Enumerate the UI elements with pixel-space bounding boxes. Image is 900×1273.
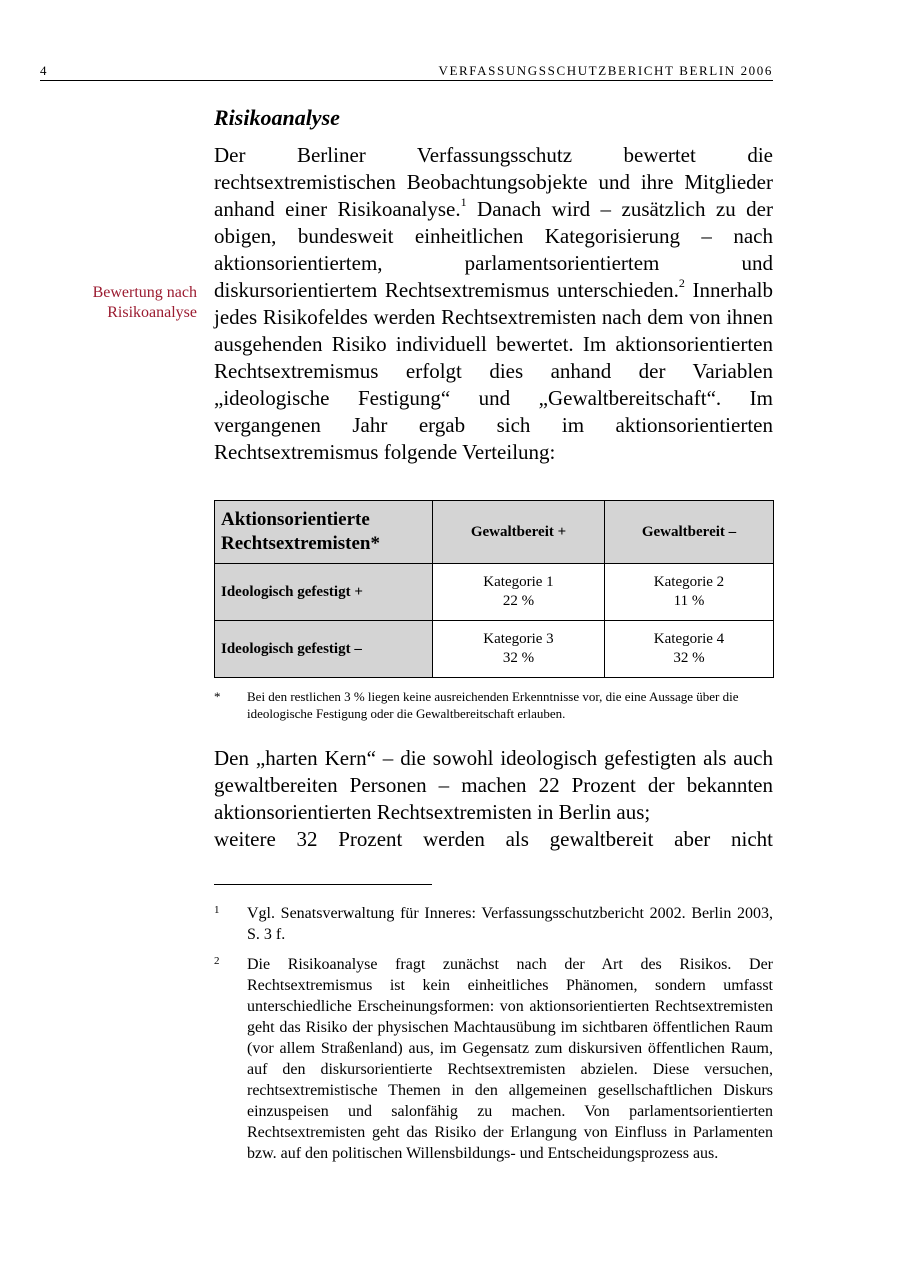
margin-note — [40, 283, 197, 323]
main-content — [214, 100, 773, 853]
footnote-text: Die Risikoanalyse fragt zunächst nach der Art des Risikos. Der Rechtsextremismus ist kein einheitliches Phänomen, sondern umfasst unterschiedliche Erscheinungsformen: von aktionsorientierten Rechtsextremisten geht das Risiko der physischen Machtausübung im sichtbaren öffentlichen Raum (vor allem Straßenland) aus, im Gegensatz zum diskursiven öffentlichen Raum, auf den diskursorientierte Rechtsextremisten abzielen. Diese versuchen, rechtsextremistische Themen in den allgemeinen gesellschaftlichen Diskurs einzuspeisen und salonfähig zu machen. Von parlamentsorientierten Rechtsextremisten geht das Risiko der Erlangung von Einfluss in Parlamenten bzw. auf den politischen Willensbildungs- und Entscheidungsprozess aus. — [247, 956, 773, 1162]
footnote-text: Vgl. Senatsverwaltung für Inneres: Verfassungsschutzbericht 2002. Berlin 2003, S. 3 f. — [247, 905, 773, 943]
footnote — [214, 954, 773, 1164]
footnote-ref[interactable]: 2 — [678, 276, 685, 290]
paragraph-text: Innerhalb jedes Risikofeldes werden Rechtsextremisten nach dem von ihnen ausgehenden Risiko individuell bewertet. Im aktionsorientierten Rechtsextremismus erfolgt dies anhand der Variablen „ideologische Festigung“ und „Gewaltbereitschaft“. Im vergangenen Jahr ergab sich im aktionsorientierten Rechtsextremismus folgende Verteilung: — [214, 278, 773, 464]
table-note-mark: * — [214, 689, 221, 704]
footnote-number: 2 — [214, 955, 220, 967]
category-name: Kategorie 3 — [483, 631, 554, 647]
paragraph-last-line: weitere 32 Prozent werden als gewaltbereit aber nicht — [214, 827, 773, 851]
paragraph-text: Den „harten Kern“ – die sowohl ideologisch gefestigten als auch gewaltbereiten Personen – machen 22 Prozent der bekannten aktionsorientierten Rechtsextremisten in Berlin aus; — [214, 746, 773, 824]
category-value: 11 % — [673, 593, 705, 609]
table-row-header: Ideologisch gefestigt – — [215, 621, 433, 678]
table-header-row — [215, 501, 774, 564]
table-row — [215, 621, 774, 678]
footnotes — [214, 903, 773, 1173]
paragraph-hard-core — [214, 745, 773, 853]
table-corner-line: Rechtsextremisten* — [221, 533, 380, 554]
paragraph-intro — [214, 142, 773, 466]
table-corner-header — [215, 501, 433, 564]
footnote — [214, 903, 773, 945]
table-column-header: Gewaltbereit – — [605, 501, 774, 564]
category-value: 22 % — [502, 593, 535, 609]
running-title: VERFASSUNGSSCHUTZBERICHT BERLIN 2006 — [438, 63, 773, 78]
margin-note-line: Risikoanalyse — [107, 304, 197, 321]
table-cell — [433, 621, 605, 678]
footnote-number: 1 — [214, 904, 220, 916]
table-column-header: Gewaltbereit + — [433, 501, 605, 564]
page-header — [40, 60, 773, 81]
risk-table — [214, 500, 774, 678]
table-corner-line: Aktionsorientierte — [221, 509, 370, 530]
page-number: 4 — [40, 63, 47, 78]
table-row-header: Ideologisch gefestigt + — [215, 564, 433, 621]
category-name: Kategorie 1 — [483, 574, 554, 590]
table-cell — [433, 564, 605, 621]
section-title: Risikoanalyse — [214, 105, 340, 130]
table-cell — [605, 621, 774, 678]
category-value: 32 % — [673, 650, 705, 666]
footnote-ref[interactable]: 1 — [460, 195, 467, 209]
category-value: 32 % — [502, 650, 535, 666]
table-cell — [605, 564, 774, 621]
table-note — [214, 688, 773, 722]
paragraph-text: Danach wird – zusätzlich zu der obigen, bundesweit einheitlichen Kategorisierung – nach aktionsorientiertem, parlamentsorientiertem und diskursorientiertem Rechtsextremismus unterschieden. — [214, 197, 773, 302]
category-name: Kategorie 4 — [653, 631, 725, 647]
table-note-text: Bei den restlichen 3 % liegen keine ausreichenden Erkenntnisse vor, die eine Aussage über die ideologische Festigung oder die Gewaltbereitschaft erlauben. — [247, 689, 739, 721]
footnote-separator — [214, 884, 432, 885]
paragraph-text: Der Berliner Verfassungsschutz bewertet die rechtsextremistischen Beobachtungsobjekte und ihre Mitglieder anhand einer Risikoanalyse. — [214, 143, 773, 221]
table-row — [215, 564, 774, 621]
margin-note-line: Bewertung nach — [92, 284, 197, 301]
category-name: Kategorie 2 — [653, 574, 725, 590]
